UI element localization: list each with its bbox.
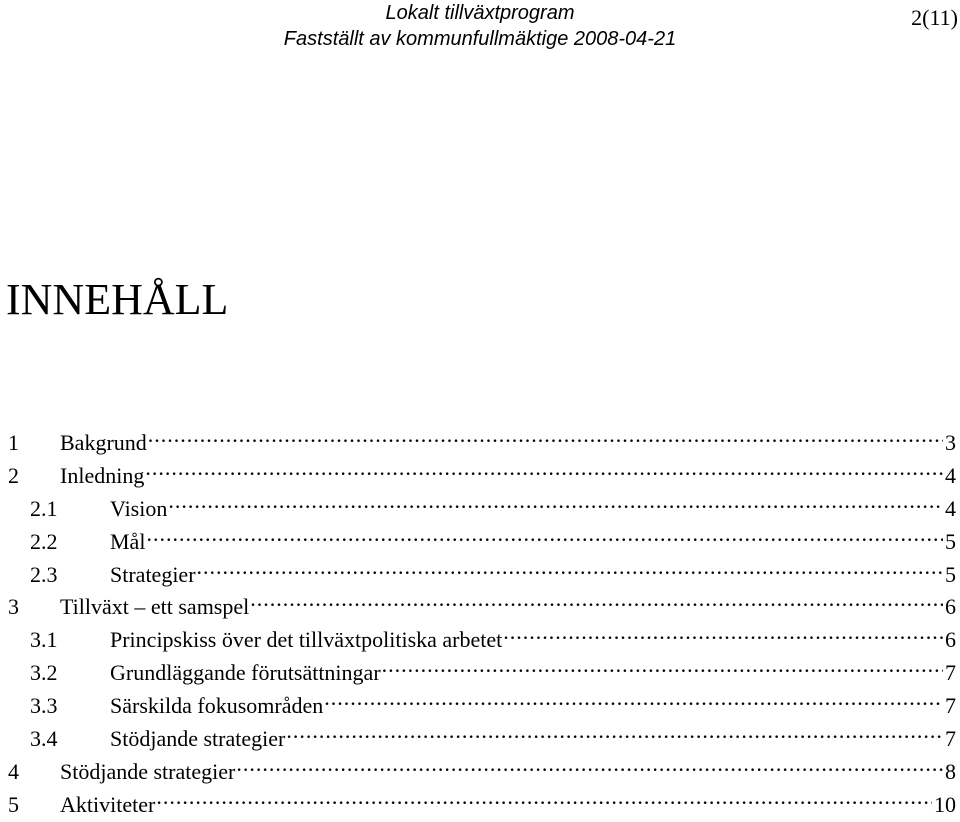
toc-entry-number: 2 bbox=[8, 462, 19, 488]
toc-dot-leader bbox=[324, 687, 943, 709]
toc-entry-number: 2.1 bbox=[30, 495, 58, 521]
toc-entry-page: 5 bbox=[945, 528, 956, 554]
toc-entry-page: 3 bbox=[945, 430, 956, 455]
toc-entry-title: Stödjande strategier bbox=[60, 758, 236, 784]
toc-entry-page: 8 bbox=[945, 758, 956, 784]
header-subtitle: Fastställt av kommunfullmäktige 2008-04-21 bbox=[283, 28, 677, 50]
toc-entry-title: Särskilda fokusområden bbox=[110, 693, 324, 719]
toc-entry-number: 3.1 bbox=[30, 627, 58, 653]
toc-entry[interactable] bbox=[0, 624, 960, 657]
toc-dot-leader bbox=[146, 523, 943, 545]
toc-entry[interactable] bbox=[0, 723, 960, 756]
header-title: Lokalt tillväxtprogram bbox=[385, 2, 575, 24]
toc-entry-page: 10 bbox=[934, 791, 956, 817]
toc-entry-page: 7 bbox=[945, 660, 956, 686]
page-indicator: 2(11) bbox=[911, 5, 958, 30]
toc-dot-leader bbox=[236, 753, 943, 775]
toc-dot-leader bbox=[197, 556, 943, 578]
toc-entry[interactable] bbox=[0, 460, 960, 493]
toc-entry[interactable] bbox=[0, 591, 960, 624]
toc-entry-title: Stödjande strategier bbox=[110, 726, 286, 752]
toc-entry[interactable] bbox=[0, 690, 960, 723]
toc-dot-leader bbox=[503, 621, 943, 643]
toc-dot-leader bbox=[148, 424, 943, 446]
toc-entry-title: Tillväxt – ett samspel bbox=[60, 594, 250, 620]
toc-entry-title: Bakgrund bbox=[60, 430, 147, 455]
toc-dot-leader bbox=[156, 786, 932, 808]
toc-entry-page: 4 bbox=[945, 462, 956, 488]
toc-entry-title: Principskiss över det tillväxtpolitiska arbetet bbox=[110, 627, 503, 653]
toc-entry-title: Aktiviteter bbox=[60, 791, 156, 817]
toc-entry[interactable] bbox=[0, 657, 960, 690]
toc-entry[interactable] bbox=[0, 493, 960, 526]
toc-dot-leader bbox=[168, 490, 943, 512]
toc-dot-leader bbox=[382, 654, 943, 676]
toc-dot-leader bbox=[145, 457, 943, 479]
toc-entry[interactable] bbox=[0, 526, 960, 559]
toc-entry-number: 4 bbox=[8, 758, 19, 784]
toc-entry-title: Strategier bbox=[110, 561, 196, 587]
toc-entry-number: 3.3 bbox=[30, 693, 58, 719]
toc-entry-page: 4 bbox=[945, 495, 956, 521]
toc-entry[interactable] bbox=[0, 756, 960, 789]
toc-entry[interactable] bbox=[0, 427, 960, 460]
toc-entry-title: Inledning bbox=[60, 462, 145, 488]
toc-entry[interactable] bbox=[0, 559, 960, 592]
toc-entry-page: 7 bbox=[945, 693, 956, 719]
toc-heading: INNEHÅLL bbox=[6, 275, 229, 324]
toc-entry-number: 2.3 bbox=[30, 561, 58, 587]
toc-entry-number: 2.2 bbox=[30, 528, 58, 554]
toc-entry-page: 6 bbox=[945, 594, 956, 620]
toc-entry-page: 6 bbox=[945, 627, 956, 653]
toc-entry-title: Vision bbox=[110, 495, 168, 521]
toc-entry-number: 3 bbox=[8, 594, 19, 620]
toc-entry-page: 5 bbox=[945, 561, 956, 587]
toc-entry[interactable] bbox=[0, 789, 960, 822]
toc-entry-number: 5 bbox=[8, 791, 19, 817]
toc-entry-number: 3.2 bbox=[30, 660, 58, 686]
toc-entry-title: Mål bbox=[110, 528, 146, 554]
toc-dot-leader bbox=[286, 720, 943, 742]
toc-entry-title: Grundläggande förutsättningar bbox=[110, 660, 381, 686]
table-of-contents bbox=[0, 427, 960, 822]
toc-entry-number: 1 bbox=[8, 430, 19, 455]
toc-entry-page: 7 bbox=[945, 726, 956, 752]
toc-dot-leader bbox=[250, 588, 943, 610]
toc-entry-number: 3.4 bbox=[30, 726, 58, 752]
